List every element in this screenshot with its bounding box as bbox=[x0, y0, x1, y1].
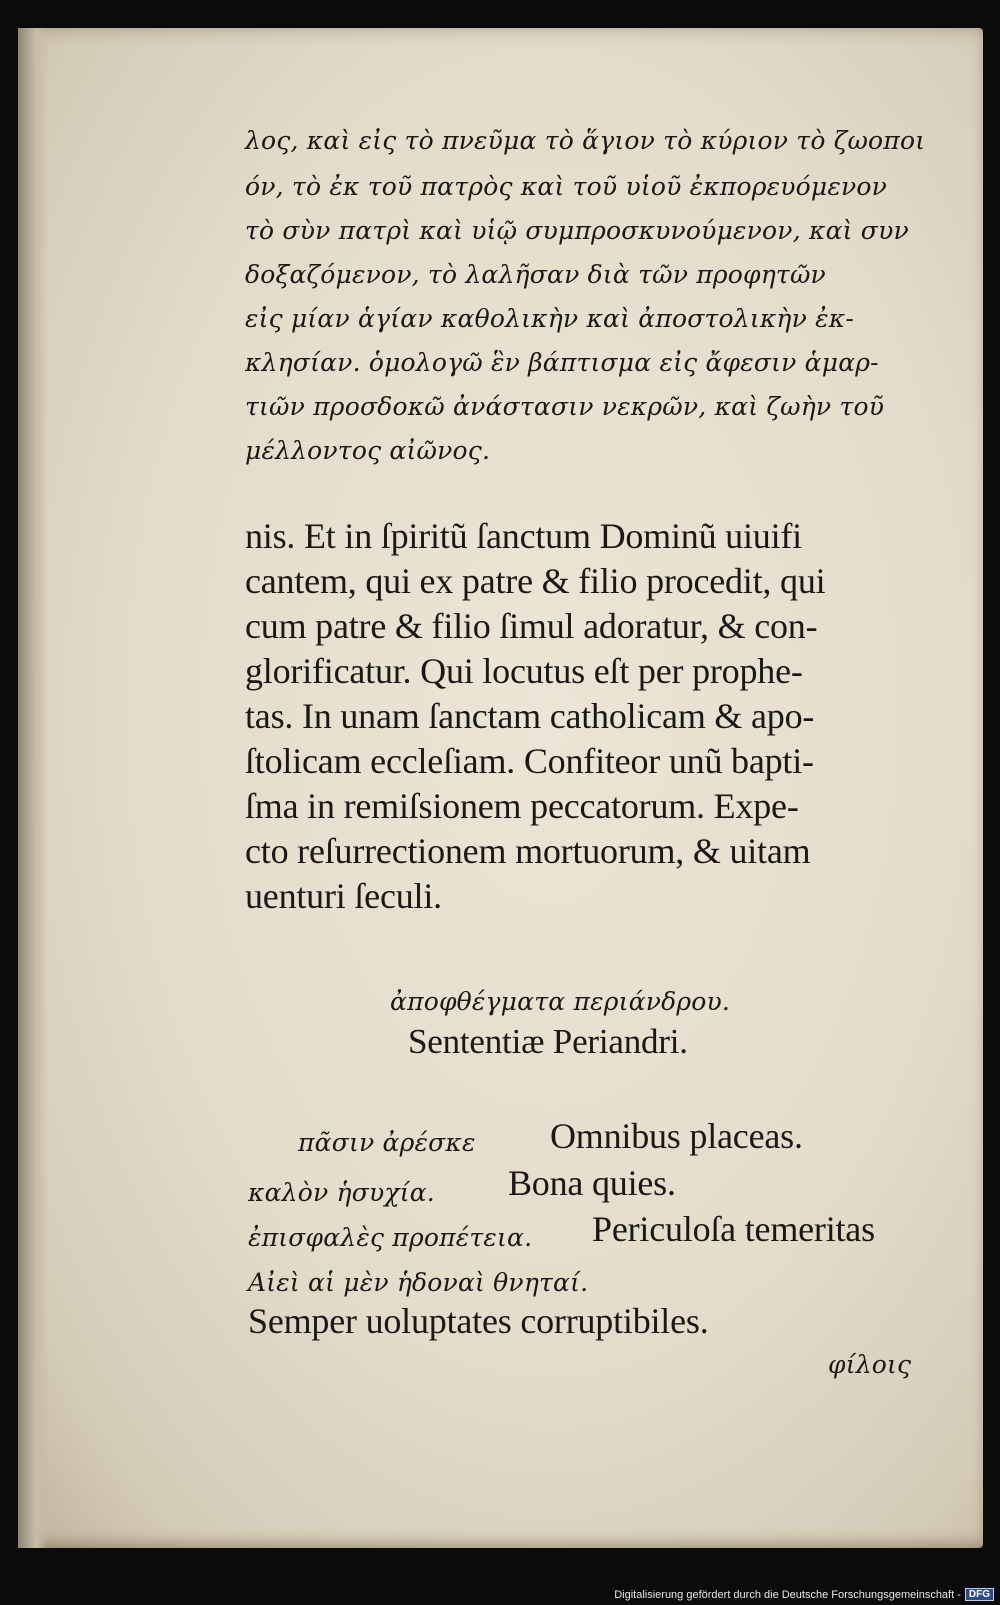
greek-line: μέλλοντος αἰῶνος. bbox=[245, 436, 491, 465]
greek-line: τιῶν προσδοκῶ ἀνάστασιν νεκρῶν, καὶ ζωὴν τοῦ bbox=[245, 392, 885, 421]
greek-line: κλησίαν. ὁμολογῶ ἓν βάπτισμα εἰς ἄφεσιν ἁμαρ- bbox=[245, 348, 879, 377]
sentence-latin: Semper uoluptates corruptibiles. bbox=[248, 1301, 709, 1341]
sentence-greek: καλὸν ἡσυχία. bbox=[248, 1178, 435, 1207]
sentence-latin: Periculoſa temeritas bbox=[592, 1209, 875, 1249]
greek-line: εἰς μίαν ἁγίαν καθολικὴν καὶ ἀποστολικὴν ἐκ- bbox=[245, 304, 854, 333]
latin-line: uenturi ſeculi. bbox=[245, 876, 442, 916]
latin-line: cum patre & filio ſimul adoratur, & con- bbox=[245, 606, 818, 646]
latin-line: cantem, qui ex patre & filio procedit, qui bbox=[245, 561, 826, 601]
latin-line: nis. Et in ſpiritũ ſanctum Dominũ uiuifi bbox=[245, 516, 802, 556]
latin-line: ſtolicam eccleſiam. Confiteor unũ bapti- bbox=[245, 741, 814, 781]
sentence-greek: πᾶσιν ἀρέσκε bbox=[298, 1128, 476, 1157]
sentence-latin: Omnibus placeas. bbox=[550, 1116, 803, 1156]
latin-line: glorificatur. Qui locutus eſt per prophe- bbox=[245, 651, 803, 691]
latin-line: ſma in remiſsionem peccatorum. Expe- bbox=[245, 786, 799, 826]
sentence-latin: Bona quies. bbox=[508, 1163, 676, 1203]
sentence-greek: Αἰεὶ αἱ μὲν ἡδοναὶ θνηταί. bbox=[248, 1268, 589, 1297]
section-heading-latin: Sententiæ Periandri. bbox=[408, 1022, 688, 1061]
greek-line: όν, τὸ ἐκ τοῦ πατρὸς καὶ τοῦ υἱοῦ ἐκπορευόμενον bbox=[245, 172, 888, 201]
catchword: φίλοις bbox=[828, 1350, 912, 1379]
digitization-footer bbox=[614, 1588, 994, 1601]
footer-text: Digitalisierung gefördert durch die Deutsche Forschungsgemeinschaft - bbox=[614, 1588, 961, 1601]
sentence-greek: ἐπισφαλὲς προπέτεια. bbox=[248, 1223, 533, 1252]
greek-line: λος, καὶ εἰς τὸ πνεῦμα τὸ ἅγιον τὸ κύριον τὸ ζωοποι bbox=[245, 126, 926, 155]
dfg-logo: DFG bbox=[965, 1588, 994, 1601]
greek-line: τὸ σὺν πατρὶ καὶ υἱῷ συμπροσκυνούμενον, καὶ συν bbox=[245, 216, 909, 245]
latin-line: cto reſurrectionem mortuorum, & uitam bbox=[245, 831, 811, 871]
page-gutter-shadow bbox=[18, 28, 48, 1548]
section-heading-greek: ἀποφθέγματα περιάνδρου. bbox=[390, 987, 731, 1016]
greek-line: δοξαζόμενον, τὸ λαλῆσαν διὰ τῶν προφητῶν bbox=[245, 260, 826, 289]
latin-line: tas. In unam ſanctam catholicam & apo- bbox=[245, 696, 815, 736]
